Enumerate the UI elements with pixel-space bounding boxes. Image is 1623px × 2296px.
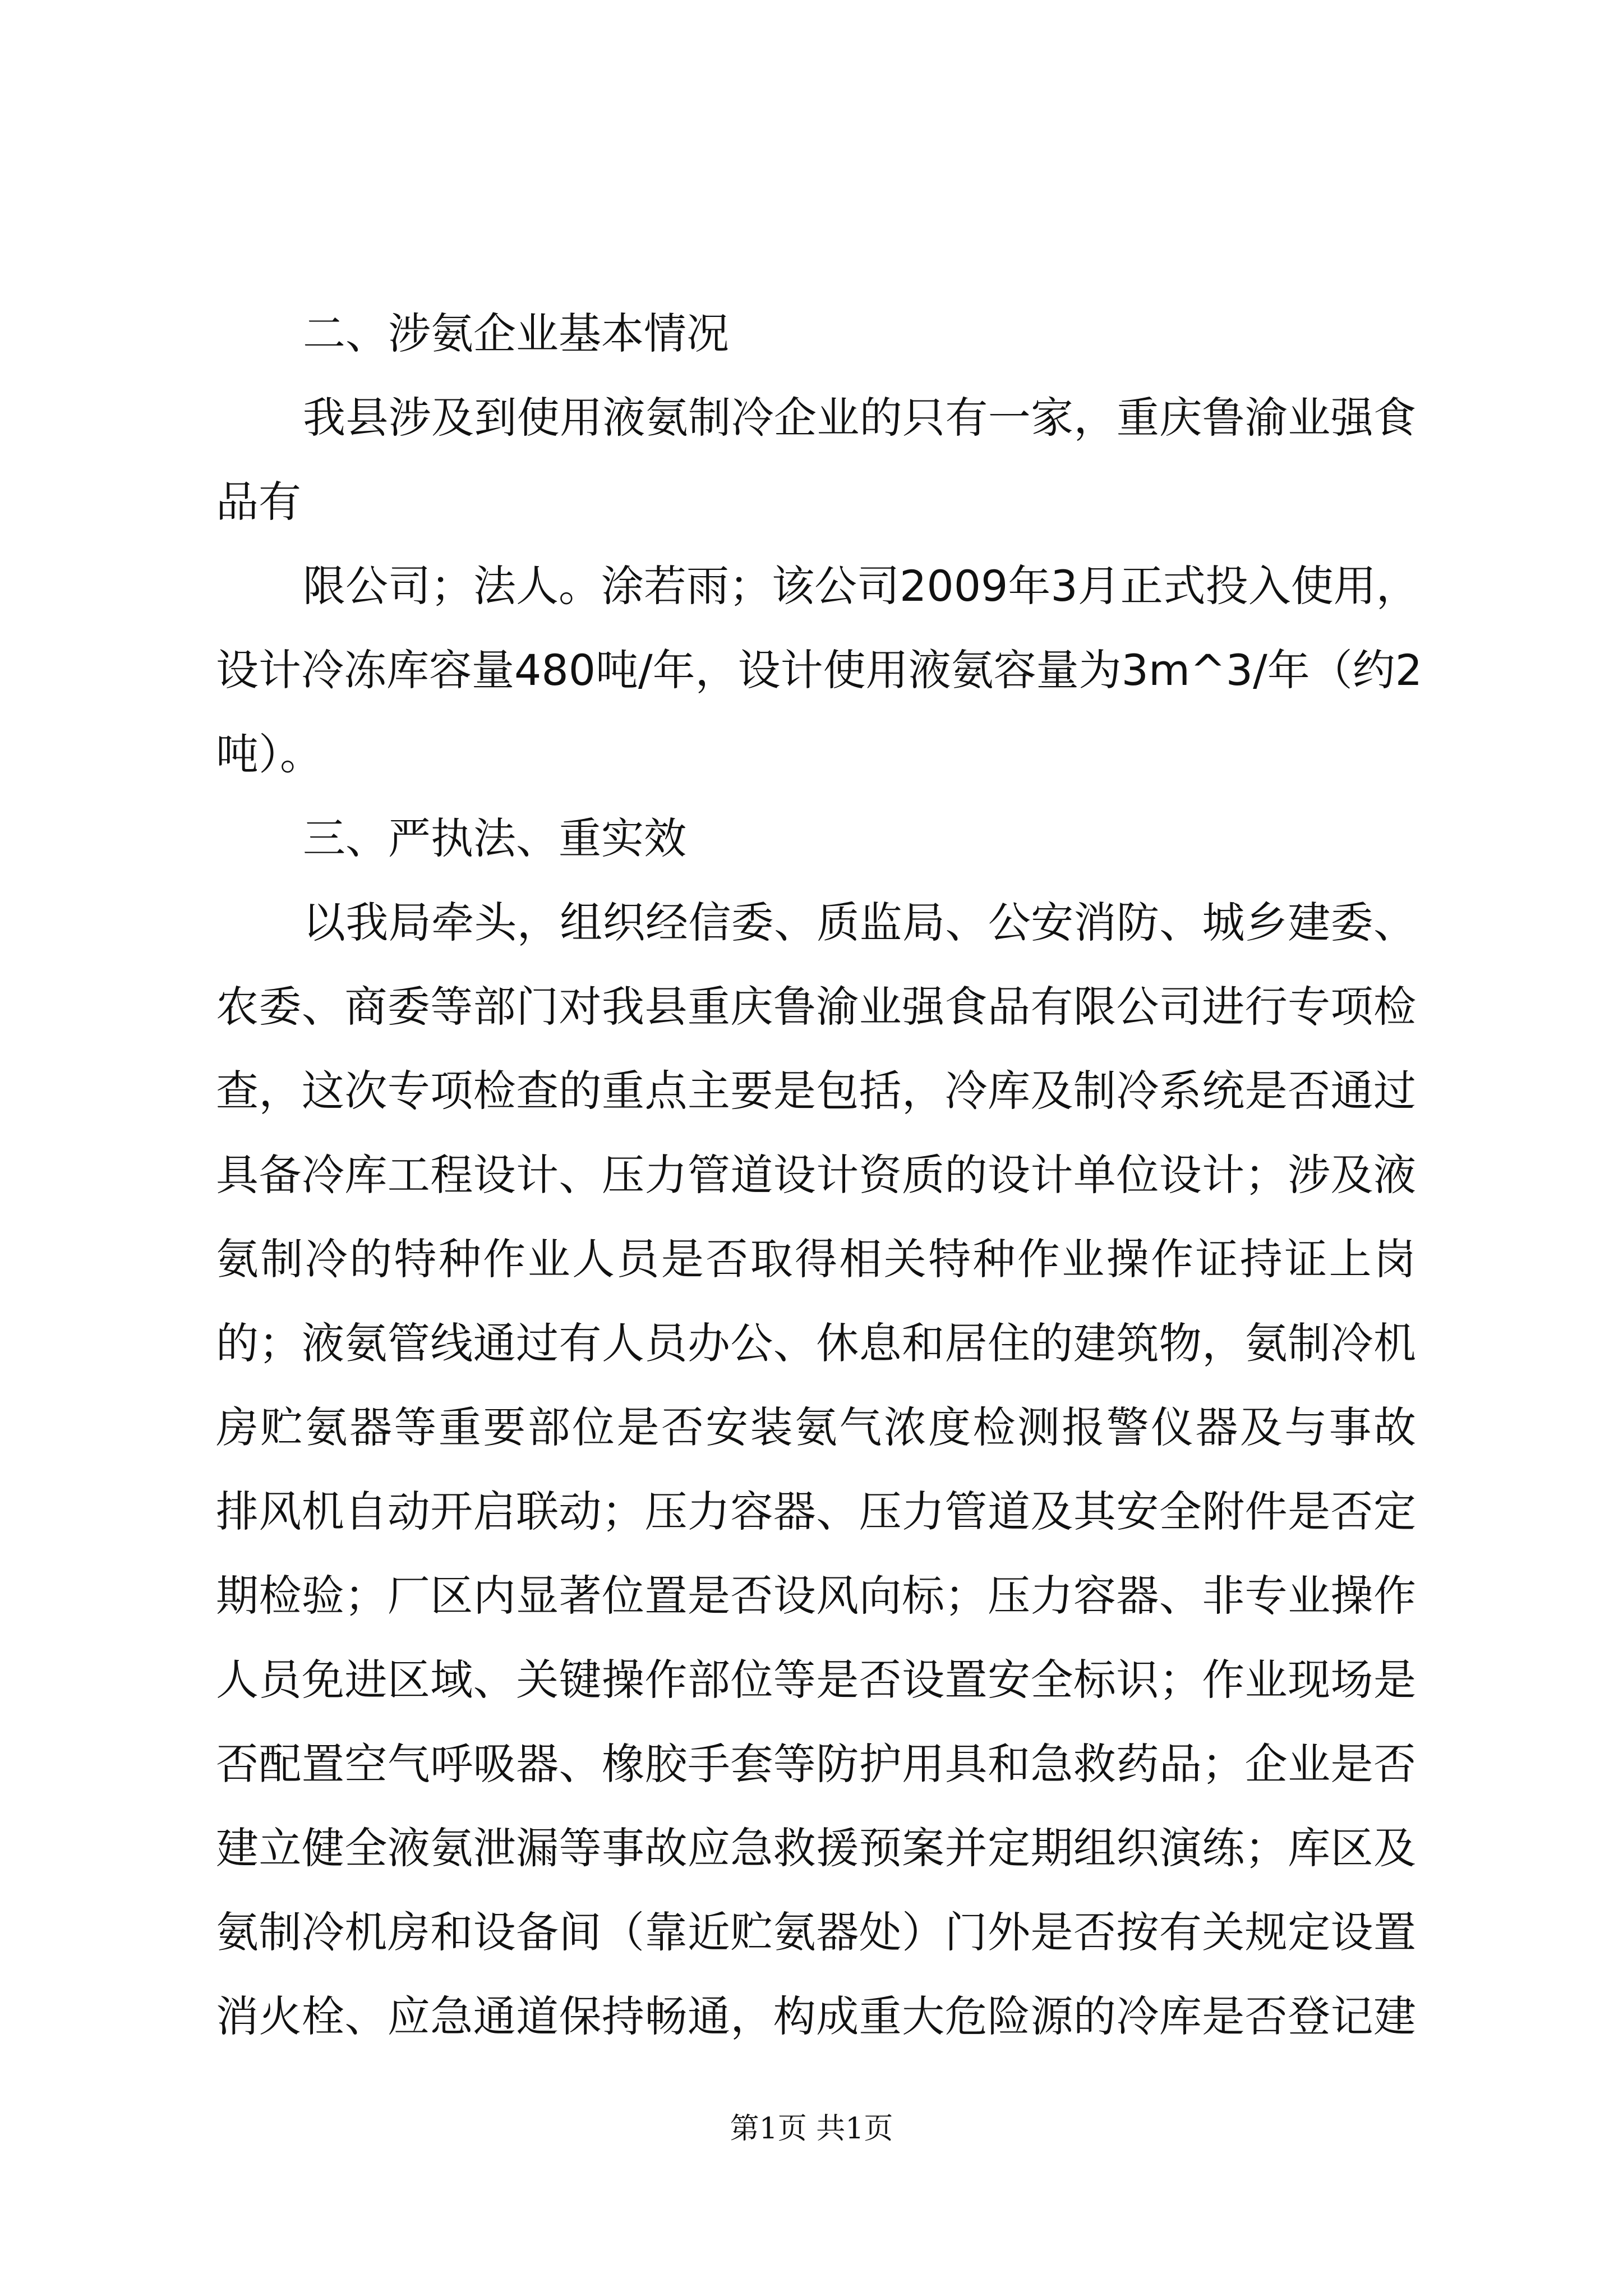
section-heading: 三、严执法、重实效 [303, 813, 686, 863]
paragraph-line: 人员免进区域、关键操作部位等是否设置安全标识；作业现场是 [216, 1655, 1416, 1705]
paragraph-line: 品有 [216, 477, 301, 527]
section-heading: 二、涉氨企业基本情况 [303, 309, 729, 358]
paragraph-line: 消火栓、应急通道保持畅通，构成重大危险源的冷库是否登记建 [216, 1991, 1416, 2041]
paragraph-line: 农委、商委等部门对我县重庆鲁渝业强食品有限公司进行专项检 [216, 982, 1416, 1032]
paragraph-line: 房贮氨器等重要部位是否安装氨气浓度检测报警仪器及与事故 [216, 1402, 1416, 1452]
page-footer: 第1页 共1页 [730, 2112, 893, 2146]
paragraph-line: 否配置空气呼吸器、橡胶手套等防护用具和急救药品；企业是否 [216, 1739, 1416, 1789]
paragraph-line: 的；液氨管线通过有人员办公、休息和居住的建筑物，氨制冷机 [216, 1318, 1416, 1368]
paragraph-line: 限公司；法人。涂若雨；该公司2009年3月正式投入使用， [303, 561, 1419, 611]
paragraph-line: 我县涉及到使用液氨制冷企业的只有一家，重庆鲁渝业强食 [303, 393, 1416, 443]
paragraph-line: 氨制冷机房和设备间（靠近贮氨器处）门外是否按有关规定设置 [216, 1907, 1416, 1957]
paragraph-line: 设计冷冻库容量480吨/年，设计使用液氨容量为3m^3/年（约2 [216, 645, 1423, 695]
paragraph-line: 期检验；厂区内显著位置是否设风向标；压力容器、非专业操作 [216, 1571, 1416, 1621]
paragraph-line: 建立健全液氨泄漏等事故应急救援预案并定期组织演练；库区及 [216, 1823, 1416, 1873]
paragraph-line: 具备冷库工程设计、压力管道设计资质的设计单位设计；涉及液 [216, 1150, 1416, 1200]
document-body [216, 292, 1423, 2059]
paragraph-line: 吨）。 [216, 729, 322, 779]
paragraph-line: 排风机自动开启联动；压力容器、压力管道及其安全附件是否定 [216, 1487, 1416, 1536]
paragraph-line: 以我局牵头，组织经信委、质监局、公安消防、城乡建委、 [303, 898, 1416, 947]
paragraph-line: 氨制冷的特种作业人员是否取得相关特种作业操作证持证上岗 [216, 1234, 1416, 1284]
paragraph-line: 查，这次专项检查的重点主要是包括，冷库及制冷系统是否通过 [216, 1066, 1416, 1116]
